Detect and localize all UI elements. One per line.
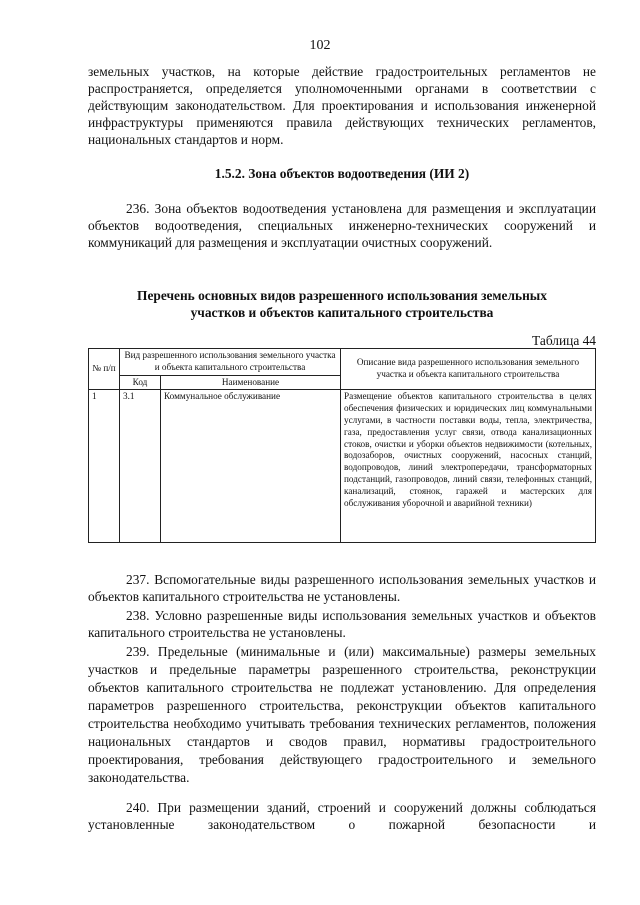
paragraph-238: 238. Условно разрешенные виды использования земельных участков и объектов капитального строительства не установлены. [88, 608, 596, 640]
cell-desc: Размещение объектов капитального строительства в целях обеспечения физических и юридических лиц коммунальными услугами, в частности поставки воды, тепла, электричества, газа, предоставления услуг связи, отвода канализационных стоков, очистки и уборки объектов недвижимости (котельных, водозаборов, очистных сооружений, насосных станций, водопроводов, линий электропередачи, трансформаторных подстанций, газопроводов, линий связи, телефонных станций, канализаций, стоянок, гаражей и мастерских для обслуживания уборочной и аварийной техники) [341, 390, 596, 543]
section-heading: 1.5.2. Зона объектов водоотведения (ИИ 2) [214, 166, 470, 181]
list-heading-line1: Перечень основных видов разрешенного использования земельных [137, 288, 547, 303]
intro-paragraph: земельных участков, на которые действие градостроительных регламентов не распространяется, определяется уполномоченными органами в соответствии с действующим законодательством. Для проектирования и использования инженерной инфраструктуры применяются правила действующих технических регламентов, национальных стандартов и норм. [88, 64, 596, 147]
cell-num: 1 [89, 390, 120, 543]
paragraph-240: 240. При размещении зданий, строений и сооружений должны соблюдаться установленные законодательством о пожарной безопасности и [88, 800, 596, 832]
col-header-kind: Вид разрешенного использования земельного участка и объекта капитального строительства [120, 349, 341, 376]
col-header-desc: Описание вида разрешенного использования земельного участка и объекта капитального строительства [341, 349, 596, 390]
list-heading-line2: участков и объектов капитального строительства [190, 305, 494, 320]
paragraph-236: 236. Зона объектов водоотведения установлена для размещения и эксплуатации объектов водоотведения, специальных инженерно-технических сооружений и коммуникаций для размещения и эксплуатации очистных сооружений. [88, 201, 596, 250]
col-header-code: Код [120, 375, 161, 390]
paragraph-237: 237. Вспомогательные виды разрешенного использования земельных участков и объектов капитального строительства не установлены. [88, 572, 596, 604]
cell-code: 3.1 [120, 390, 161, 543]
allowed-use-table [88, 348, 596, 543]
paragraph-239: 239. Предельные (минимальные и (или) максимальные) размеры земельных участков и предельные параметры разрешенного строительства, реконструкции объектов капитального строительства не подлежат установлению. Для определения параметров разрешенного строительства, реконструкции объектов капитального строительства необходимо учитывать требования технических регламентов, положения национальных стандартов и сводов правил, нормативы градостроительного проектирования, требования действующего градостроительного и земельного законодательства. [88, 644, 596, 785]
col-header-num: № п/п [89, 349, 120, 390]
page-number: 102 [309, 38, 331, 53]
cell-name: Коммунальное обслуживание [161, 390, 341, 543]
table-caption: Таблица 44 [532, 333, 596, 348]
col-header-name: Наименование [161, 375, 341, 390]
table-row [89, 390, 596, 543]
